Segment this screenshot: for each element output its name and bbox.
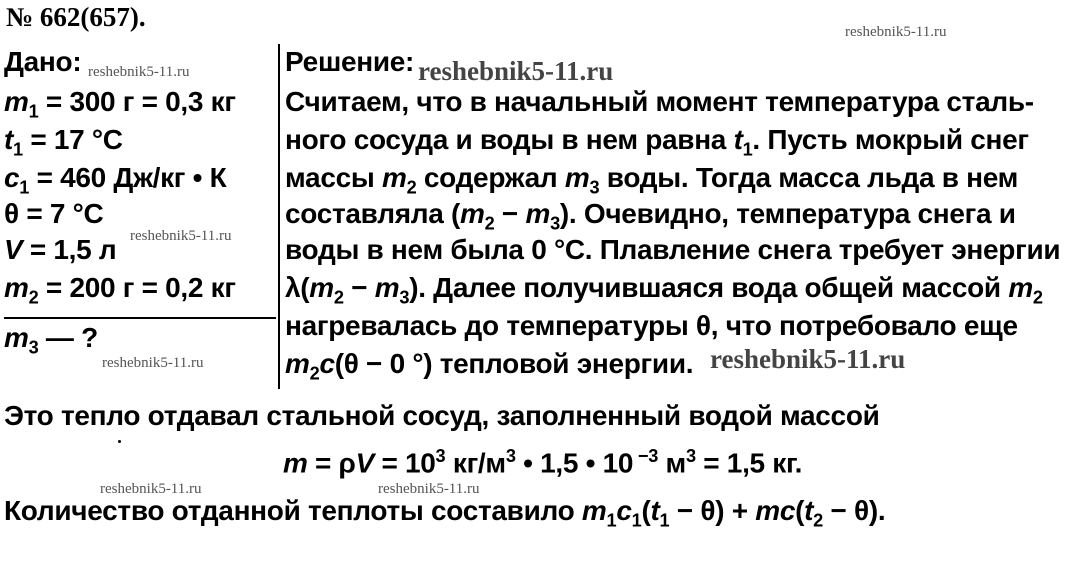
watermark: reshebnik5-11.ru xyxy=(130,228,232,244)
given-theta: θ = 7 °C xyxy=(4,198,104,229)
solution-line-8: $m_2c(\theta - 0$ °) тепловой энергии. xyxy=(285,348,694,384)
given-header: Дано: xyxy=(4,46,82,77)
scan-speck xyxy=(118,440,121,443)
given-c1: $c_1 = 460$ Дж/кг • К xyxy=(4,162,227,198)
watermark: reshebnik5-11.ru xyxy=(418,56,614,86)
watermark: reshebnik5-11.ru xyxy=(710,344,906,374)
continuation-line-1: Это тепло отдавал стальной сосуд, заполненный водой массой xyxy=(4,400,880,431)
given-volume: V = 1,5 л xyxy=(4,234,117,265)
solution-header: Решение: xyxy=(285,46,415,77)
solution-line-2: ного сосуда и воды в нем равна $t_1$. Пусть мокрый снег xyxy=(285,124,1029,160)
watermark: reshebnik5-11.ru xyxy=(88,64,190,80)
given-m1: $m_1 = 300$ г = 0,3 кг xyxy=(4,86,236,122)
watermark: reshebnik5-11.ru xyxy=(100,481,202,497)
solution-line-7: нагревалась до температуры θ, что потребовало еще xyxy=(285,310,1018,341)
continuation-line-3: Количество отданной теплоты составило $m_1c_1(t_1 - \theta) + mc(t_2 - \theta)$. xyxy=(4,495,886,531)
given-find-m3: $m_3$ — ? xyxy=(4,322,98,358)
solution-line-4: составляла $(m_2 - m_3)$. Очевидно, температура снега и xyxy=(285,198,1016,234)
solution-line-1: Считаем, что в начальный момент температура сталь- xyxy=(285,86,1034,117)
watermark: reshebnik5-11.ru xyxy=(102,355,204,371)
density-formula: $m = \rho V = 10^3$ $кг/м^3$ • 1,5 • 10 $^{-3}$ $м^3 = 1,5$ кг. xyxy=(282,446,803,479)
given-solution-divider xyxy=(278,44,280,389)
given-find-divider xyxy=(4,317,276,319)
problem-number: № 662(657). xyxy=(6,2,146,32)
solution-line-5: воды в нем была 0 °С. Плавление снега требует энергии xyxy=(285,234,1061,265)
solution-line-6: $\lambda(m_2 - m_3)$. Далее получившаяся вода общей массой $m_2$ xyxy=(285,272,1043,308)
watermark: reshebnik5-11.ru xyxy=(845,24,947,40)
solution-line-3: массы $m_2$ содержал $m_3$ воды. Тогда масса льда в нем xyxy=(285,162,1019,198)
watermark: reshebnik5-11.ru xyxy=(378,481,480,497)
given-m2: $m_2 = 200$ г = 0,2 кг xyxy=(4,272,236,308)
given-t1: $t_1 = 17$ °C xyxy=(4,124,123,160)
